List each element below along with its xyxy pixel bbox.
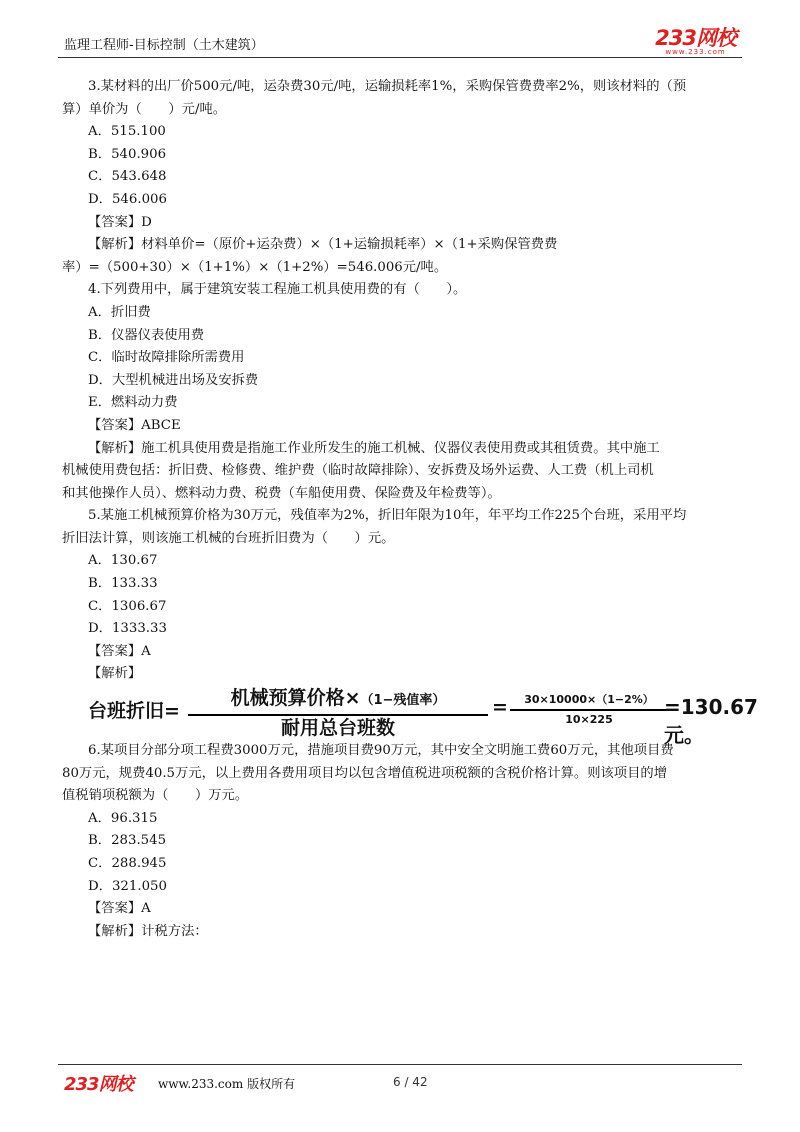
- question-3-option-c: C．543.648: [88, 169, 167, 185]
- question-6-option-d: D．321.050: [88, 878, 167, 894]
- footer-copyright: www.233.com 版权所有: [158, 1077, 296, 1091]
- formula-equals: =: [492, 696, 508, 718]
- question-5-stem-cont: 折旧法计算，则该施工机械的台班折旧费为（ ）元。: [62, 530, 395, 546]
- question-4-option-d: D．大型机械进出场及安拆费: [88, 372, 259, 388]
- question-3-analysis: 【解析】材料单价=（原价+运杂费）×（1+运输损耗率）×（1+采购保管费费: [88, 237, 558, 253]
- question-4-analysis-cont: 机械使用费包括：折旧费、检修费、维护费（临时故障排除）、安拆费及场外运费、人工费（机上司机: [62, 463, 654, 479]
- formula-num1-paren: （1−残值率）: [360, 693, 446, 708]
- question-5-option-a: A．130.67: [88, 553, 158, 569]
- question-6-stem-cont: 80万元，规费40.5万元，以上费用各费用项目均以包含增值税进项税额的含税价格计算。则该项目的增: [62, 765, 667, 781]
- question-6-stem: 6.某项目分部分项工程费3000万元，措施项目费90万元，其中安全文明施工费60万元，其他项目费: [88, 743, 674, 759]
- question-5-answer: 【答案】A: [88, 643, 151, 659]
- question-6-option-c: C．288.945: [88, 856, 167, 871]
- document-body: [62, 76, 742, 943]
- formula-result: =130.67元。: [664, 695, 758, 747]
- footer-logo: 233网校: [64, 1074, 133, 1095]
- question-4-answer: 【答案】ABCE: [88, 417, 181, 433]
- question-6-option-b: B．283.545: [88, 833, 167, 849]
- page-number: 6 / 42: [393, 1075, 428, 1089]
- question-4-option-e: E．燃料动力费: [88, 395, 178, 411]
- question-3-option-a: A．515.100: [88, 124, 166, 140]
- question-3-stem-cont: 算）单价为（ ）元/吨。: [62, 101, 227, 117]
- formula-num1-main: 机械预算价格×: [230, 687, 361, 709]
- formula-numerator-2: 30×10000×（1−2%）: [524, 693, 654, 706]
- header-divider: [58, 57, 742, 58]
- question-3-answer: 【答案】D: [88, 214, 152, 230]
- question-6-stem-cont: 值税销项税额为（ ）万元。: [62, 788, 249, 804]
- question-3-analysis-cont: 率）=（500+30）×（1+1%）×（1+2%）=546.006元/吨。: [62, 259, 448, 275]
- logo-url: www.233.com: [665, 48, 726, 56]
- question-6-answer: 【答案】A: [88, 901, 151, 917]
- question-3-stem: 3.某材料的出厂价500元/吨，运杂费30元/吨，运输损耗率1%，采购保管费费率2%，则该材料的（预: [88, 79, 687, 94]
- brand-logo: [655, 22, 736, 56]
- question-5-option-c: C．1306.67: [88, 598, 167, 614]
- question-5-option-d: D．1333.33: [88, 621, 167, 637]
- document-title: 监理工程师-目标控制（土木建筑）: [64, 38, 264, 53]
- question-6-analysis: 【解析】计税方法：: [88, 923, 208, 939]
- page-header: [58, 28, 742, 56]
- formula-denominator-2: 10×225: [565, 712, 613, 726]
- page-footer: [58, 1070, 742, 1094]
- question-5-option-b: B．133.33: [88, 576, 158, 592]
- question-4-option-c: C．临时故障排除所需费用: [88, 350, 245, 366]
- formula-fraction-2: [510, 692, 668, 728]
- fraction-bar: [188, 714, 488, 716]
- question-3-option-d: D．546.006: [88, 191, 167, 207]
- formula-fraction-1: [188, 686, 488, 739]
- fraction-bar: [510, 709, 668, 711]
- question-3-option-b: B．540.906: [88, 146, 167, 162]
- question-5-stem: 5.某施工机械预算价格为30万元，残值率为2%，折旧年限为10年，年平均工作225个台班，采用平均: [88, 508, 687, 524]
- question-5-analysis: 【解析】: [88, 666, 142, 682]
- formula-numerator-1: [188, 686, 488, 713]
- depreciation-formula: [88, 686, 758, 747]
- question-4-option-b: B．仪器仪表使用费: [88, 327, 205, 343]
- logo-text: 233网校: [655, 26, 736, 50]
- question-4-analysis-cont: 和其他操作人员）、燃料动力费、税费（车船使用费、保险费及年检费等）。: [62, 485, 501, 501]
- question-4-stem: 4.下列费用中，属于建筑安装工程施工机具使用费的有（ ）。: [88, 282, 467, 298]
- footer-divider: [58, 1064, 742, 1065]
- question-4-analysis: 【解析】施工机具使用费是指施工作业所发生的施工机械、仪器仪表使用费或其租赁费。其中施工: [88, 440, 660, 456]
- question-6-option-a: A．96.315: [88, 810, 158, 826]
- formula-lhs: 台班折旧=: [88, 700, 180, 722]
- question-4-option-a: A．折旧费: [88, 304, 151, 320]
- formula-denominator-1: 耐用总台班数: [280, 717, 395, 739]
